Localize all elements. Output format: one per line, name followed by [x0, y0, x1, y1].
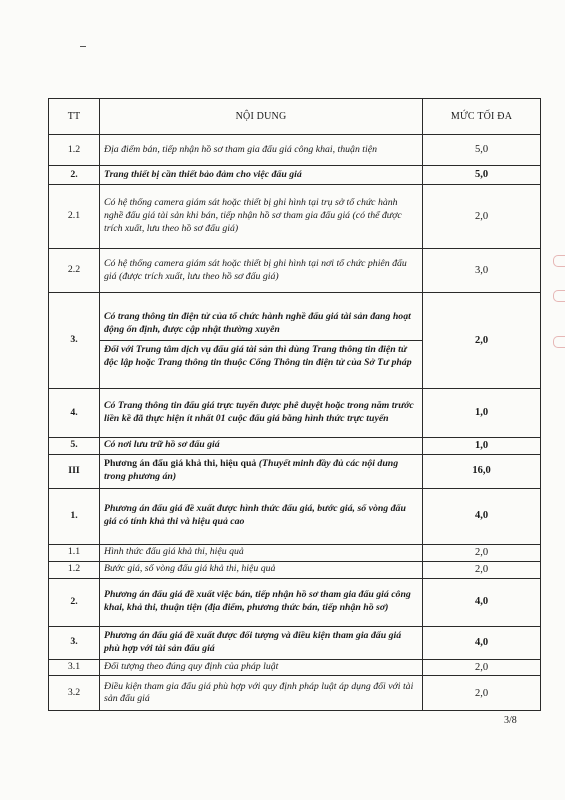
row-max: 2,0: [423, 544, 541, 561]
row-tt: 1.2: [49, 561, 100, 578]
row-max: 16,0: [423, 454, 541, 488]
header-content: NỘI DUNG: [100, 99, 423, 135]
table-row: [49, 626, 541, 659]
header-max: MỨC TỐI ĐA: [423, 99, 541, 135]
row-max: 4,0: [423, 488, 541, 544]
row-max: 3,0: [423, 249, 541, 293]
page-number: 3/8: [504, 715, 517, 726]
table-row: [49, 166, 541, 185]
table-row: [49, 249, 541, 293]
row-content: Phương án đấu giá đề xuất được đối tượng và điều kiện tham gia đấu giá phù hợp với tài sản đấu giá: [100, 626, 423, 659]
row-max: 2,0: [423, 561, 541, 578]
row-divider: [100, 340, 422, 341]
row-content: Phương án đấu giá đề xuất việc bán, tiếp nhận hồ sơ tham gia đấu giá công khai, khả thi, thuận tiện (địa điểm, phương thức bán, tiếp nhận hồ sơ): [100, 578, 423, 626]
table-row: [49, 135, 541, 166]
row-max: 2,0: [423, 185, 541, 249]
margin-tick: [80, 46, 86, 47]
table-row: [49, 488, 541, 544]
row-content: Có hệ thống camera giám sát hoặc thiết bị ghi hình tại trụ sở tổ chức hành nghề đấu giá tài sản khi bán, tiếp nhận hồ sơ tham gia đấu giá (có thể được trích xuất, lưu theo hồ sơ đấu giá): [100, 185, 423, 249]
table-row: [49, 676, 541, 711]
row-content: Có nơi lưu trữ hồ sơ đấu giá: [100, 438, 423, 455]
row-content: [100, 454, 423, 488]
row-tt: 5.: [49, 438, 100, 455]
side-stamp-mark: [553, 336, 565, 348]
header-tt: TT: [49, 99, 100, 135]
table-row: [49, 454, 541, 488]
row-tt: III: [49, 454, 100, 488]
row-content: Có Trang thông tin đấu giá trực tuyến được phê duyệt hoặc trong năm trước liền kề đã thực hiện ít nhất 01 cuộc đấu giá bằng hình thức trực tuyến: [100, 389, 423, 438]
row-tt: 3.2: [49, 676, 100, 711]
row-content: Có hệ thống camera giám sát hoặc thiết bị ghi hình tại nơi tổ chức phiên đấu giá (được trích xuất, lưu theo hồ sơ đấu giá): [100, 249, 423, 293]
row-content: Địa điểm bán, tiếp nhận hồ sơ tham gia đấu giá công khai, thuận tiện: [100, 135, 423, 166]
row-tt: 2.2: [49, 249, 100, 293]
row-content: Trang thiết bị cần thiết bảo đảm cho việc đấu giá: [100, 166, 423, 185]
table-header: [49, 99, 541, 135]
row-tt: 2.1: [49, 185, 100, 249]
row-content: Đối tượng theo đúng quy định của pháp luật: [100, 659, 423, 676]
row-tt: 4.: [49, 389, 100, 438]
row-tt: 2.: [49, 166, 100, 185]
row-tt: 3.1: [49, 659, 100, 676]
row-max: 1,0: [423, 438, 541, 455]
side-stamp-mark: [553, 255, 565, 267]
table-row: [49, 389, 541, 438]
row-max: 2,0: [423, 659, 541, 676]
row-content-part: Có trang thông tin điện tử của tổ chức hành nghề đấu giá tài sản đang hoạt động ổn định, được cập nhật thường xuyên: [104, 311, 411, 336]
table-row: [49, 659, 541, 676]
row-tt: 1.1: [49, 544, 100, 561]
row-max: 4,0: [423, 578, 541, 626]
row-content: Phương án đấu giá đề xuất được hình thức đấu giá, bước giá, số vòng đấu giá có tính khả thi và hiệu quả cao: [100, 488, 423, 544]
table-row: [49, 578, 541, 626]
row-content-italic: (Thuyết minh đầy đủ các nội dung trong phương án): [104, 458, 399, 483]
row-content: [100, 293, 423, 389]
side-stamp-mark: [553, 290, 565, 302]
row-content: Bước giá, số vòng đấu giá khả thi, hiệu quả: [100, 561, 423, 578]
criteria-table: [48, 98, 541, 711]
table-row: [49, 544, 541, 561]
row-max: 4,0: [423, 626, 541, 659]
row-max: 2,0: [423, 676, 541, 711]
table-row: [49, 438, 541, 455]
row-max: 5,0: [423, 166, 541, 185]
row-content: Hình thức đấu giá khả thi, hiệu quả: [100, 544, 423, 561]
table-row: [49, 561, 541, 578]
row-tt: 3.: [49, 293, 100, 389]
table-row: [49, 293, 541, 389]
row-content: Điều kiện tham gia đấu giá phù hợp với quy định pháp luật áp dụng đối với tài sản đấu giá: [100, 676, 423, 711]
row-tt: 1.2: [49, 135, 100, 166]
row-tt: 2.: [49, 578, 100, 626]
row-tt: 1.: [49, 488, 100, 544]
row-max: 5,0: [423, 135, 541, 166]
row-max: 1,0: [423, 389, 541, 438]
row-tt: 3.: [49, 626, 100, 659]
row-content-part: Đối với Trung tâm dịch vụ đấu giá tài sản thì dùng Trang thông tin điện tử độc lập hoặc Trang thông tin thuộc Cổng Thông tin điện tử của Sở Tư pháp: [104, 344, 412, 368]
table-row: [49, 185, 541, 249]
row-content-plain: Phương án đấu giá khả thi, hiệu quả: [104, 458, 259, 470]
row-max: 2,0: [423, 293, 541, 389]
